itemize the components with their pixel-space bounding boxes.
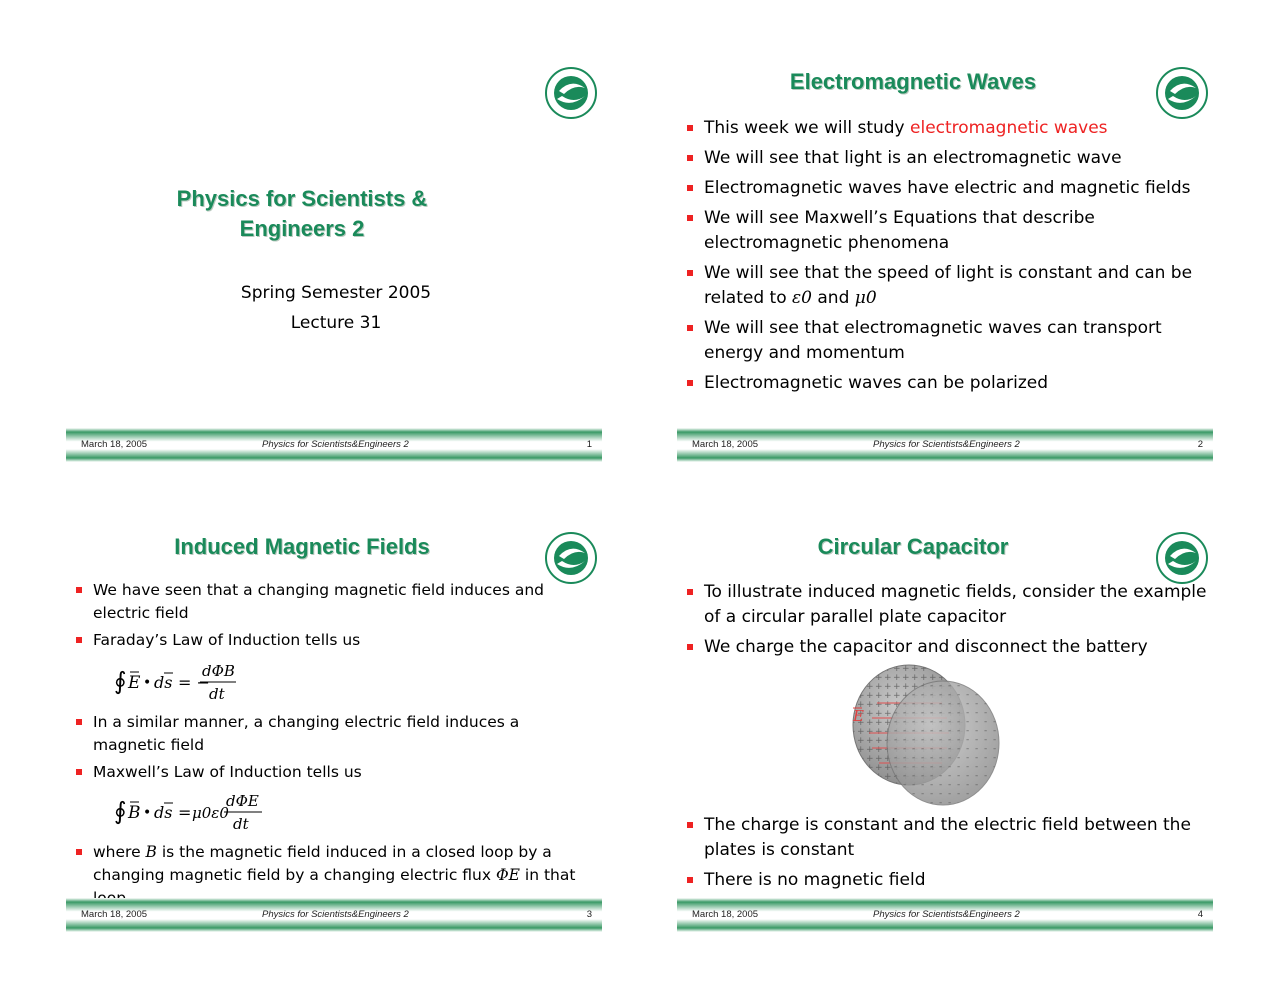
lecture-label: Lecture 31 [290, 313, 382, 333]
contour-integral-icon: ∮ [114, 797, 127, 825]
bullet-text: We have seen that a changing magnetic field induces and electric field [93, 581, 544, 622]
eq2-denominator: dt [233, 815, 249, 833]
highlighted-text: electromagnetic waves [910, 118, 1108, 138]
slide-title: Induced Magnetic Fields [174, 534, 430, 559]
list-item [685, 371, 1207, 396]
eq1-denominator: dt [209, 685, 225, 703]
bullet-text: We will see that light is an electromagnetic wave [704, 148, 1122, 168]
footer-page-number: 4 [1197, 909, 1203, 920]
bullet-text: Maxwell’s Law of Induction tells us [93, 763, 362, 781]
list-item [685, 176, 1207, 201]
bullet-text: In a similar manner, a changing electric field induces a magnetic field [93, 713, 520, 754]
bullet-text: We will see Maxwell’s Equations that describe electromagnetic phenomena [704, 208, 1095, 253]
faraday-equation [114, 659, 284, 707]
footer-page-number: 1 [586, 439, 592, 450]
footer-date: March 18, 2005 [81, 439, 148, 450]
bullet-list-bottom [685, 813, 1207, 898]
footer-date: March 18, 2005 [81, 909, 148, 920]
bullet-text: Faraday’s Law of Induction tells us [93, 631, 361, 649]
bullet-text: The charge is constant and the electric field between the plates is constant [704, 815, 1191, 860]
flux-symbol: ΦE [495, 866, 520, 884]
bullet-icon [687, 877, 693, 883]
slide-title [66, 186, 538, 242]
bullet-text: This week we will study [704, 118, 911, 138]
contour-integral-icon: ∮ [114, 667, 127, 695]
slide-4 [677, 495, 1213, 935]
list-item [685, 316, 1207, 366]
mu-symbol: μ0 [854, 288, 877, 308]
bullet-icon [76, 849, 82, 855]
title-line-2: Engineers 2 [239, 216, 365, 241]
footer-course: Physics for Scientists&Engineers 2 [262, 909, 409, 920]
list-item [685, 116, 1207, 141]
list-item [74, 629, 596, 652]
department-logo-icon [1155, 66, 1209, 120]
footer-date: March 18, 2005 [692, 439, 759, 450]
bullet-text: and [811, 288, 855, 308]
slide-3 [66, 495, 602, 935]
footer-course: Physics for Scientists&Engineers 2 [262, 439, 409, 450]
eq1-numerator: dΦB [202, 662, 235, 680]
capacitor-diagram [847, 663, 1007, 811]
slide-title: Circular Capacitor [817, 534, 1009, 559]
list-item [74, 761, 596, 784]
bullet-icon [76, 769, 82, 775]
bullet-text: Electromagnetic waves have electric and magnetic fields [704, 178, 1191, 198]
footer-course: Physics for Scientists&Engineers 2 [873, 439, 1020, 450]
svg-text:=: = [178, 803, 192, 822]
bullet-list-middle [74, 711, 596, 788]
footer-page-number: 3 [586, 909, 592, 920]
semester-label: Spring Semester 2005 [240, 283, 432, 303]
footer-date: March 18, 2005 [692, 909, 759, 920]
svg-text:•: • [143, 675, 152, 691]
list-item [685, 868, 1207, 893]
slide-footer [677, 428, 1213, 462]
eq2-coefficient: μ0ε0 [192, 804, 229, 822]
list-item [685, 580, 1207, 630]
bullet-text: We charge the capacitor and disconnect the battery [704, 637, 1148, 657]
slide-footer [66, 898, 602, 932]
field-label: E [853, 707, 864, 725]
bullet-icon [687, 270, 693, 276]
slide-2 [677, 30, 1213, 470]
slide-footer [66, 428, 602, 462]
bullet-list-top [685, 580, 1207, 665]
bullet-text: To illustrate induced magnetic fields, consider the example of a circular parallel plate capacitor [704, 582, 1207, 627]
bullet-icon [687, 822, 693, 828]
list-item [685, 813, 1207, 863]
bullet-text: Electromagnetic waves can be polarized [704, 373, 1049, 393]
list-item [685, 261, 1207, 311]
list-item [74, 711, 596, 757]
slide-title: Electromagnetic Waves [789, 69, 1037, 94]
slide-1 [66, 30, 602, 470]
bullet-icon [687, 380, 693, 386]
svg-text:•: • [143, 805, 152, 821]
bullet-text: We will see that the speed of light is constant and can be related to [704, 263, 1193, 308]
eq2-B: B [128, 803, 141, 823]
bullet-text: where [93, 843, 146, 861]
svg-text:= −: = − [178, 673, 210, 692]
list-item [685, 635, 1207, 660]
department-logo-icon [544, 531, 598, 585]
list-item [685, 146, 1207, 171]
bullet-icon [76, 587, 82, 593]
eq1-E: E [128, 673, 141, 693]
department-logo-icon [1155, 531, 1209, 585]
bullet-text: in that [524, 866, 576, 884]
list-item [74, 579, 596, 625]
list-item [685, 206, 1207, 256]
bullet-icon [687, 644, 693, 650]
bullet-text: There is no magnetic field [704, 870, 926, 890]
bullet-icon [687, 155, 693, 161]
bullet-icon [687, 125, 693, 131]
eq1-ds: ds [154, 673, 173, 692]
footer-page-number: 2 [1197, 439, 1203, 450]
bullet-icon [687, 325, 693, 331]
slide-footer [677, 898, 1213, 932]
eq2-numerator: dΦE [226, 792, 259, 810]
maxwell-equation [114, 789, 304, 837]
bullet-icon [687, 215, 693, 221]
eq2-ds: ds [154, 803, 173, 822]
bullet-icon [76, 719, 82, 725]
bullet-icon [76, 637, 82, 643]
bullet-text: is the magnetic field induced in a closed loop by a changing magnetic field by a changing electric flux [93, 843, 552, 884]
title-line-1: Physics for Scientists & [176, 186, 428, 211]
footer-course: Physics for Scientists&Engineers 2 [873, 909, 1020, 920]
bullet-icon [687, 589, 693, 595]
epsilon-symbol: ε0 [792, 288, 812, 308]
bullet-text: We will see that electromagnetic waves can transport energy and momentum [704, 318, 1162, 363]
bullet-list-top [74, 579, 596, 656]
department-logo-icon [544, 66, 598, 120]
bullet-list [685, 116, 1207, 401]
bullet-icon [687, 185, 693, 191]
b-symbol: B [145, 843, 157, 861]
